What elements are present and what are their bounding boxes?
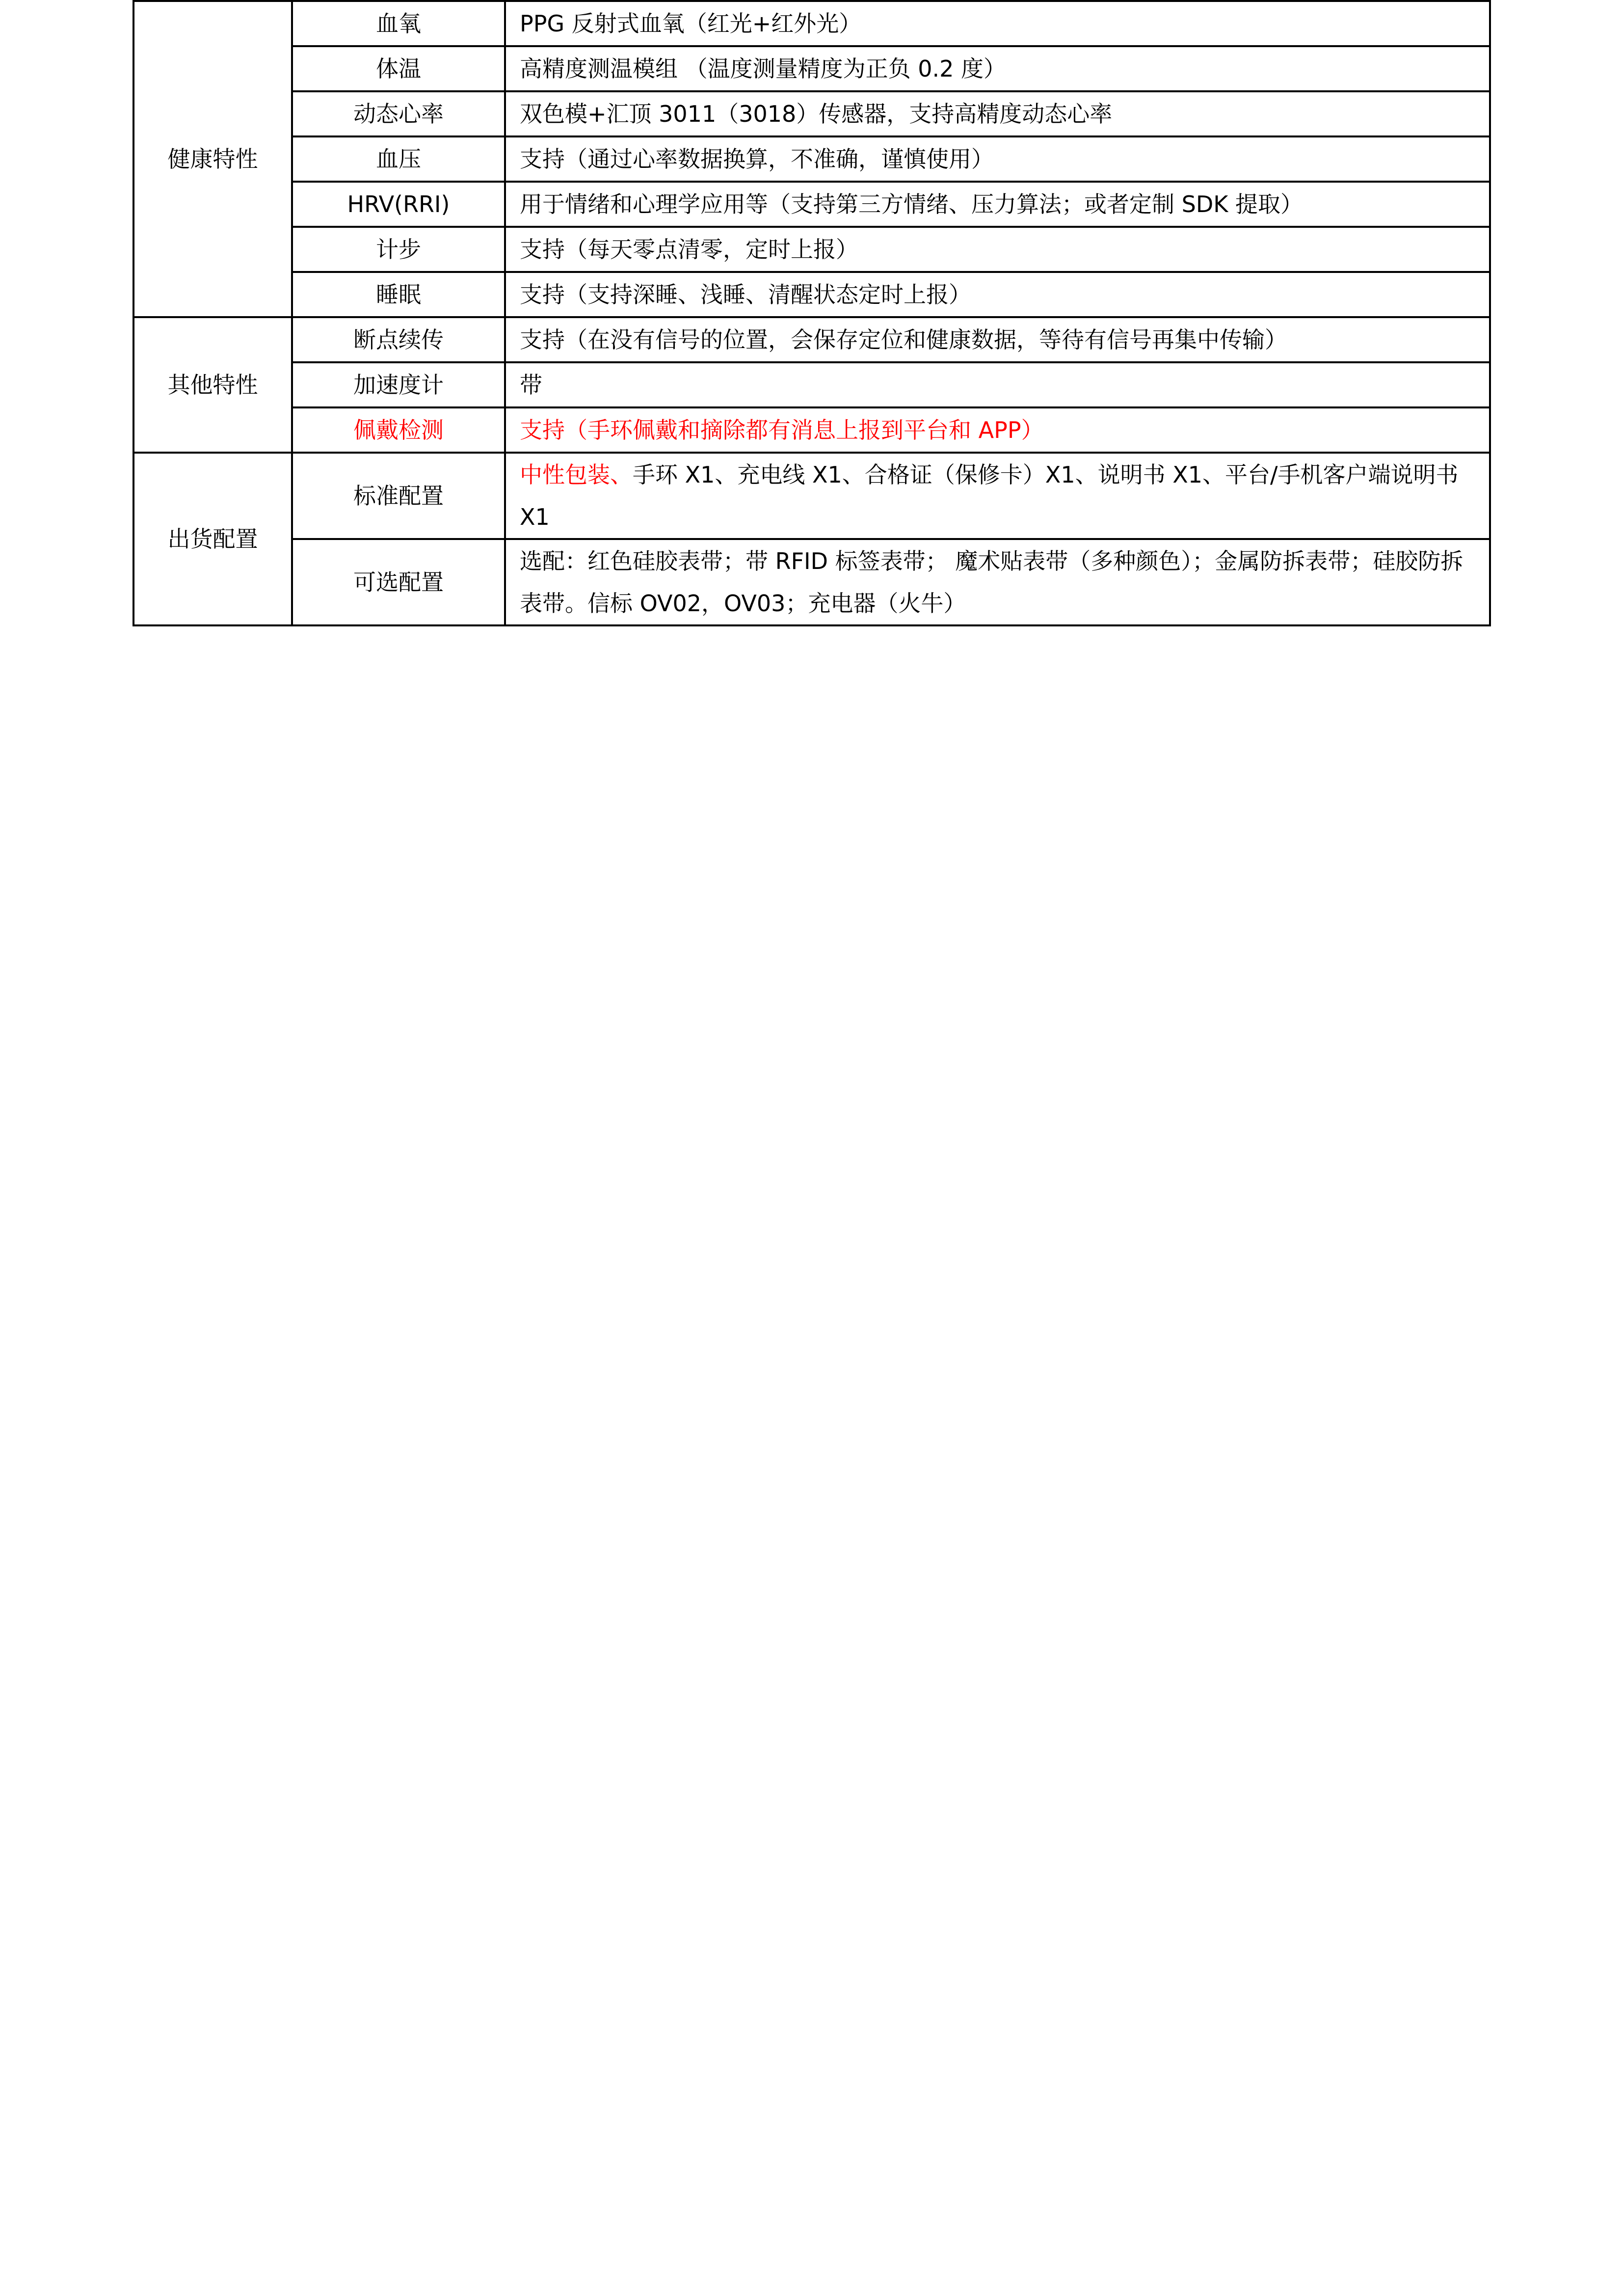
category-cell: 出货配置 xyxy=(133,453,292,625)
description-cell: 支持（支持深睡、浅睡、清醒状态定时上报） xyxy=(505,272,1490,317)
table-row xyxy=(133,272,1490,317)
description-cell: 带 xyxy=(505,362,1490,407)
description-cell: 高精度测温模组 （温度测量精度为正负 0.2 度） xyxy=(505,46,1490,91)
table-row xyxy=(133,136,1490,182)
category-cell: 其他特性 xyxy=(133,317,292,453)
feature-cell: 计步 xyxy=(292,227,505,272)
description-cell xyxy=(505,453,1490,539)
description-cell: 支持（通过心率数据换算，不准确，谨慎使用） xyxy=(505,136,1490,182)
feature-cell: 可选配置 xyxy=(292,539,505,625)
category-cell: 健康特性 xyxy=(133,1,292,317)
table-row xyxy=(133,91,1490,136)
feature-cell: 血压 xyxy=(292,136,505,182)
description-cell: 用于情绪和心理学应用等（支持第三方情绪、压力算法；或者定制 SDK 提取） xyxy=(505,182,1490,227)
description-cell: 双色模+汇顶 3011（3018）传感器，支持高精度动态心率 xyxy=(505,91,1490,136)
table-row xyxy=(133,46,1490,91)
table-row xyxy=(133,362,1490,407)
feature-cell: 标准配置 xyxy=(292,453,505,539)
description-cell: 支持（每天零点清零，定时上报） xyxy=(505,227,1490,272)
table-row xyxy=(133,182,1490,227)
description-highlight: 中性包装、 xyxy=(520,461,633,488)
feature-cell: 加速度计 xyxy=(292,362,505,407)
table-row xyxy=(133,227,1490,272)
description-text: 手环 X1、充电线 X1、合格证（保修卡）X1、说明书 X1、平台/手机客户端说明书 X1 xyxy=(520,461,1459,530)
description-cell: 支持（在没有信号的位置，会保存定位和健康数据，等待有信号再集中传输） xyxy=(505,317,1490,362)
description-cell: 选配：红色硅胶表带；带 RFID 标签表带； 魔术贴表带（多种颜色）；金属防拆表带；硅胶防拆表带。信标 OV02，OV03；充电器（火牛） xyxy=(505,539,1490,625)
feature-cell: HRV(RRI) xyxy=(292,182,505,227)
feature-cell: 动态心率 xyxy=(292,91,505,136)
feature-cell: 睡眠 xyxy=(292,272,505,317)
feature-cell: 断点续传 xyxy=(292,317,505,362)
table-row-highlighted xyxy=(133,407,1490,453)
table-row xyxy=(133,1,1490,46)
description-cell: PPG 反射式血氧（红光+红外光） xyxy=(505,1,1490,46)
description-cell: 支持（手环佩戴和摘除都有消息上报到平台和 APP） xyxy=(505,407,1490,453)
table-row xyxy=(133,317,1490,362)
spec-table xyxy=(133,0,1491,626)
table-row xyxy=(133,453,1490,539)
feature-cell: 血氧 xyxy=(292,1,505,46)
feature-cell: 佩戴检测 xyxy=(292,407,505,453)
feature-cell: 体温 xyxy=(292,46,505,91)
table-row xyxy=(133,539,1490,625)
